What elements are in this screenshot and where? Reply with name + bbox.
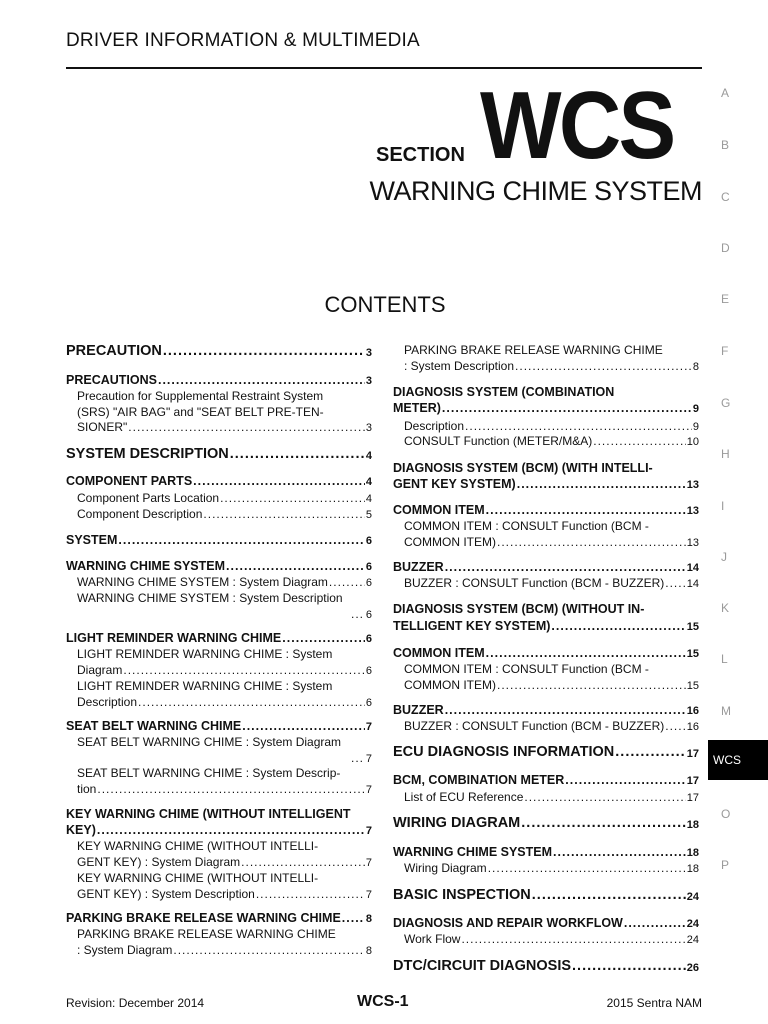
toc-entry-text[interactable]: SEAT BELT WARNING CHIME : System Diagram [77,735,342,749]
toc-dot-leader [158,373,365,387]
section-index-letter-i[interactable]: I [721,499,725,513]
toc-page-number: 7 [365,857,372,869]
toc-page-number: 14 [686,578,699,590]
toc-page-number: 3 [365,422,372,434]
toc-entry-title: GENT KEY) : System Description [77,887,255,901]
toc-page-number: 14 [686,562,699,574]
toc-dot-leader [282,631,365,645]
toc-entry-title: WARNING CHIME SYSTEM [66,559,226,573]
toc-entry-text[interactable]: KEY WARNING CHIME (WITHOUT INTELLI- [77,839,319,853]
toc-entry[interactable] [404,359,699,373]
toc-entry[interactable] [350,607,372,621]
toc-dot-leader [551,619,685,633]
toc-entry-title: METER) [393,401,441,415]
toc-entry[interactable] [393,887,699,903]
toc-entry[interactable] [404,434,699,448]
footer-revision: Revision: December 2014 [66,996,205,1010]
toc-entry-text[interactable]: PARKING BRAKE RELEASE WARNING CHIME [404,343,663,357]
toc-entry[interactable] [393,773,699,787]
toc-dot-leader [220,491,365,505]
toc-dot-leader [486,646,686,660]
toc-dot-leader [97,782,365,796]
toc-dot-leader [465,419,692,433]
toc-entry[interactable] [77,420,372,434]
toc-entry-title: PRECAUTION [66,343,162,359]
toc-entry[interactable] [66,533,372,547]
toc-entry[interactable] [393,958,699,974]
toc-entry[interactable] [393,477,699,491]
toc-dot-leader [445,560,686,574]
toc-entry-title: WIRING DIAGRAM [393,815,521,831]
section-index-letter-d[interactable]: D [721,241,730,255]
toc-entry[interactable] [404,932,699,946]
toc-entry-title: SIONER" [77,420,128,434]
toc-entry-text[interactable]: COMMON ITEM : CONSULT Function (BCM - [404,519,649,533]
section-index-letter-f[interactable]: F [721,344,729,358]
toc-entry[interactable] [77,663,372,677]
toc-dot-leader [242,719,365,733]
contents-heading [0,292,768,318]
section-index-letter-o[interactable]: O [721,807,731,821]
toc-entry-title: COMPONENT PARTS [66,474,193,488]
toc-page-number: 6 [365,697,372,709]
toc-entry[interactable] [77,855,372,869]
toc-page-number: 15 [686,648,699,660]
toc-entry-text[interactable]: KEY WARNING CHIME (WITHOUT INTELLIGENT [66,807,351,821]
toc-dot-leader [163,343,365,359]
toc-entry[interactable] [393,815,699,831]
toc-dot-leader [486,503,686,517]
toc-dot-leader [517,477,686,491]
toc-page-number: 13 [686,537,699,549]
toc-page-number: 6 [365,609,372,621]
toc-page-number: 6 [365,561,372,573]
toc-entry-title: COMMON ITEM) [404,535,496,549]
toc-entry-title: Work Flow [404,932,461,946]
toc-entry-title: tion [77,782,97,796]
toc-entry-title: GENT KEY) : System Diagram [77,855,241,869]
toc-page-number: 9 [692,403,699,415]
toc-entry-title: SEAT BELT WARNING CHIME [66,719,242,733]
toc-entry[interactable] [404,678,699,692]
toc-page-number: 8 [365,945,372,957]
section-title: WARNING CHIME SYSTEM [369,176,702,206]
toc-dot-leader [624,916,686,930]
toc-dot-leader [123,663,365,677]
toc-page-number: 13 [686,505,699,517]
toc-page-number: 6 [365,577,372,589]
toc-entry-title: DTC/CIRCUIT DIAGNOSIS [393,958,572,974]
toc-entry-title: SYSTEM DESCRIPTION [66,446,229,462]
document-header-title: DRIVER INFORMATION & MULTIMEDIA [66,30,420,51]
toc-entry-title: LIGHT REMINDER WARNING CHIME [66,631,282,645]
toc-entry-title: Diagram [77,663,123,677]
toc-entry-title: BCM, COMBINATION METER [393,773,565,787]
toc-dot-leader [497,535,686,549]
toc-page-number: 7 [365,825,372,837]
toc-entry[interactable] [350,751,372,765]
toc-entry-title: TELLIGENT KEY SYSTEM) [393,619,551,633]
footer-model: 2015 Sentra NAM [606,996,702,1010]
toc-entry[interactable] [393,401,699,415]
toc-dot-leader [97,823,365,837]
section-index-letter-p[interactable]: P [721,858,730,872]
toc-dot-leader [118,533,364,547]
toc-page-number: 26 [686,962,699,974]
toc-entry-title: DIAGNOSIS AND REPAIR WORKFLOW [393,916,623,930]
section-index-letter-k[interactable]: K [721,601,730,615]
toc-dot-leader [515,359,692,373]
contents-heading-text: CONTENTS [324,292,446,317]
toc-entry-title: ECU DIAGNOSIS INFORMATION [393,744,615,760]
toc-entry[interactable] [393,703,699,717]
toc-page-number: 16 [686,705,699,717]
toc-page-number: 24 [686,918,699,930]
toc-entry[interactable] [404,419,699,433]
toc-page-number: 16 [686,721,699,733]
section-code: WCS [480,72,674,179]
toc-entry-title: BASIC INSPECTION [393,887,531,903]
toc-page-number: 9 [692,421,699,433]
toc-dot-leader [461,932,685,946]
toc-entry[interactable] [66,559,372,573]
toc-entry-title: KEY) [66,823,96,837]
toc-entry-text[interactable]: LIGHT REMINDER WARNING CHIME : System [77,647,333,661]
toc-dot-leader [553,845,686,859]
toc-entry-title: PARKING BRAKE RELEASE WARNING CHIME [66,911,341,925]
toc-dot-leader [128,420,365,434]
toc-entry-title: : System Diagram [77,943,173,957]
toc-entry[interactable] [77,491,372,505]
toc-entry-title: BUZZER [393,703,444,717]
toc-entry-text[interactable]: PARKING BRAKE RELEASE WARNING CHIME [77,927,336,941]
toc-entry-text[interactable]: KEY WARNING CHIME (WITHOUT INTELLI- [77,871,319,885]
toc-entry[interactable] [393,560,699,574]
toc-entry[interactable] [66,474,372,488]
toc-entry[interactable] [404,719,699,733]
toc-page-number: 18 [686,863,699,875]
toc-page-number: 7 [365,889,372,901]
section-index-letter-g[interactable]: G [721,396,731,410]
toc-page-number: 17 [686,748,699,760]
toc-page-number: 8 [692,361,699,373]
toc-dot-leader [497,678,686,692]
toc-dot-leader [521,815,685,831]
toc-page-number: 15 [686,621,699,633]
toc-page-number: 18 [686,819,699,831]
toc-page-number: 3 [365,375,372,387]
toc-entry[interactable] [393,916,699,930]
toc-page-number: 4 [365,476,372,488]
toc-entry-text[interactable]: COMMON ITEM : CONSULT Function (BCM - [404,662,649,676]
toc-dot-leader [241,855,365,869]
toc-entry[interactable] [77,782,372,796]
toc-entry[interactable] [66,911,372,925]
toc-entry[interactable] [404,576,699,590]
header-rule [66,67,702,69]
toc-entry-text[interactable]: SEAT BELT WARNING CHIME : System Descrip- [77,766,341,780]
section-index-letter-b[interactable]: B [721,138,730,152]
toc-page-number: 6 [365,633,372,645]
footer-page-number: WCS-1 [357,993,409,1010]
toc-page-number: 13 [686,479,699,491]
section-index-letter-c[interactable]: C [721,190,730,204]
toc-entry-text[interactable]: DIAGNOSIS SYSTEM (COMBINATION [393,385,615,399]
section-label: SECTION [376,144,465,166]
section-index-letter-a[interactable]: A [721,86,730,100]
section-index-letter-h[interactable]: H [721,447,730,461]
toc-entry-title: COMMON ITEM [393,646,485,660]
toc-entry-title: Description [404,419,465,433]
section-index-letter-e[interactable]: E [721,292,730,306]
toc-dot-leader [524,790,685,804]
toc-entry[interactable] [393,619,699,633]
toc-entry-title: WARNING CHIME SYSTEM [393,845,553,859]
toc-entry[interactable] [77,943,372,957]
toc-entry-text[interactable]: WARNING CHIME SYSTEM : System Description [77,591,343,605]
section-index-letter-l[interactable]: L [721,652,728,666]
toc-dot-leader [532,887,686,903]
active-section-tab[interactable]: WCS [708,740,768,780]
toc-entry[interactable] [404,535,699,549]
toc-dot-leader [615,744,685,760]
toc-page-number: 7 [365,753,372,765]
toc-entry-title: BUZZER : CONSULT Function (BCM - BUZZER) [404,576,665,590]
section-index-sidebar [708,78,768,898]
toc-page-number: 4 [365,493,372,505]
toc-dot-leader [329,575,365,589]
toc-page-number: 10 [686,436,699,448]
section-index-letter-m[interactable]: M [721,704,731,718]
toc-entry[interactable] [393,845,699,859]
toc-entry-text[interactable]: Precaution for Supplemental Restraint System [77,389,324,403]
toc-entry-title: GENT KEY SYSTEM) [393,477,516,491]
toc-page-number: 17 [686,775,699,787]
toc-entry-title: BUZZER : CONSULT Function (BCM - BUZZER) [404,719,665,733]
toc-entry-text[interactable]: LIGHT REMINDER WARNING CHIME : System [77,679,333,693]
toc-dot-leader [230,446,365,462]
toc-dot-leader [572,958,686,974]
toc-entry-title: WARNING CHIME SYSTEM : System Diagram [77,575,328,589]
toc-entry[interactable] [66,446,372,462]
toc-page-number: 24 [686,891,699,903]
toc-entry-title: BUZZER [393,560,444,574]
toc-dot-leader [665,719,686,733]
toc-entry[interactable] [404,861,699,875]
toc-dot-leader [351,751,365,765]
toc-entry-title: Component Description [77,507,203,521]
toc-entry[interactable] [77,887,372,901]
toc-dot-leader [351,607,365,621]
toc-entry-title: Wiring Diagram [404,861,487,875]
toc-dot-leader [442,401,692,415]
toc-dot-leader [565,773,685,787]
toc-page-number: 3 [365,347,372,359]
toc-dot-leader [665,576,686,590]
toc-page-number: 5 [365,509,372,521]
toc-page-number: 15 [686,680,699,692]
toc-entry[interactable] [404,790,699,804]
toc-entry-text[interactable]: (SRS) "AIR BAG" and "SEAT BELT PRE-TEN- [77,405,324,419]
toc-entry-text[interactable]: DIAGNOSIS SYSTEM (BCM) (WITHOUT IN- [393,602,645,616]
toc-entry-title: COMMON ITEM) [404,678,496,692]
toc-entry-title: COMMON ITEM [393,503,485,517]
toc-entry-text[interactable]: DIAGNOSIS SYSTEM (BCM) (WITH INTELLI- [393,461,653,475]
toc-entry[interactable] [66,343,372,359]
toc-entry[interactable] [393,503,699,517]
toc-dot-leader [226,559,365,573]
toc-entry[interactable] [77,507,372,521]
toc-page-number: 8 [365,913,372,925]
toc-entry-title: Description [77,695,138,709]
toc-dot-leader [203,507,364,521]
toc-page-number: 4 [365,450,372,462]
toc-entry[interactable] [77,575,372,589]
toc-entry-title: SYSTEM [66,533,118,547]
toc-entry[interactable] [393,744,699,760]
toc-entry-title: : System Description [404,359,515,373]
toc-dot-leader [193,474,365,488]
toc-dot-leader [256,887,365,901]
toc-page-number: 24 [686,934,699,946]
toc-page-number: 6 [365,665,372,677]
toc-entry-title: Component Parts Location [77,491,220,505]
toc-page-number: 7 [365,784,372,796]
toc-entry-title: CONSULT Function (METER/M&A) [404,434,593,448]
toc-dot-leader [342,911,365,925]
toc-entry[interactable] [66,373,372,387]
toc-entry-title: PRECAUTIONS [66,373,157,387]
toc-entry[interactable] [66,823,372,837]
toc-page-number: 18 [686,847,699,859]
toc-entry[interactable] [393,646,699,660]
toc-entry-title: List of ECU Reference [404,790,524,804]
toc-entry[interactable] [66,719,372,733]
toc-dot-leader [138,695,365,709]
toc-dot-leader [173,943,365,957]
toc-dot-leader [488,861,686,875]
toc-dot-leader [445,703,686,717]
section-index-letter-j[interactable]: J [721,550,727,564]
toc-entry[interactable] [66,631,372,645]
toc-page-number: 17 [686,792,699,804]
toc-dot-leader [593,434,685,448]
toc-page-number: 6 [365,535,372,547]
toc-page-number: 7 [365,721,372,733]
toc-entry[interactable] [77,695,372,709]
